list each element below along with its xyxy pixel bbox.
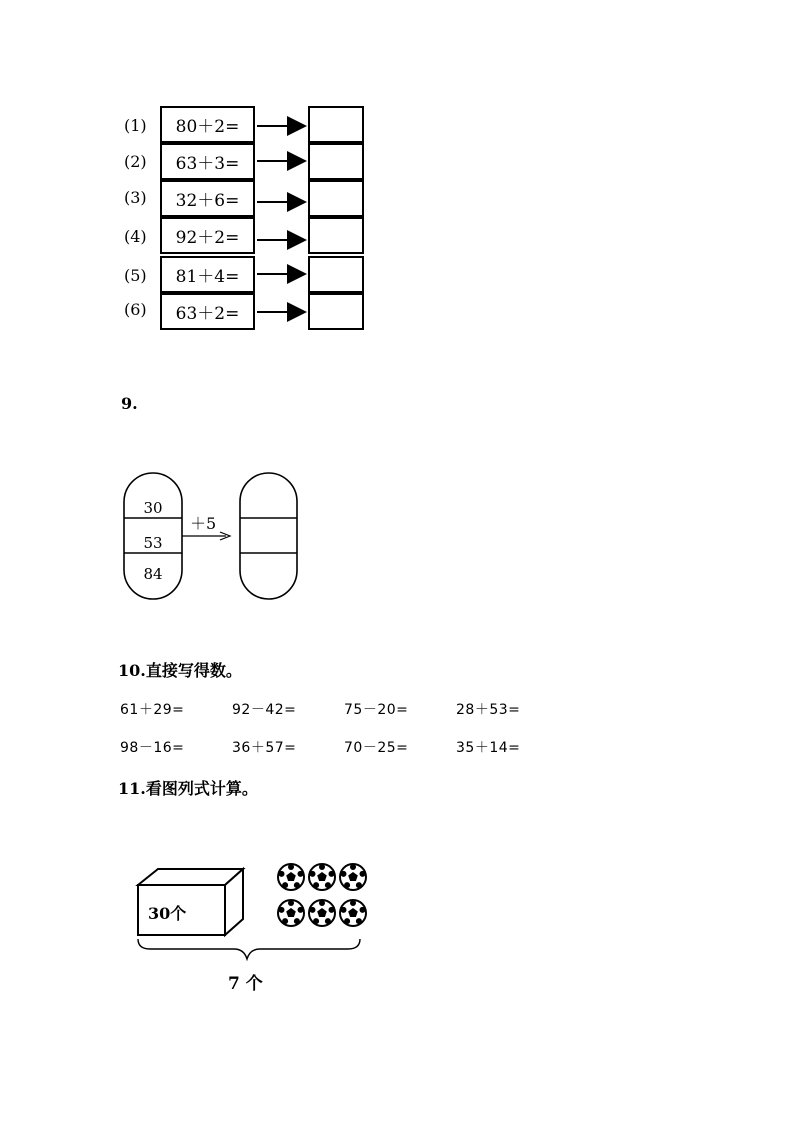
expression-text: 63＋2= bbox=[175, 304, 240, 324]
answer-box[interactable] bbox=[308, 217, 364, 254]
answer-box[interactable] bbox=[308, 106, 364, 143]
row-number: (6) bbox=[124, 300, 147, 319]
q11-picture bbox=[130, 855, 380, 1000]
capsule-right bbox=[240, 473, 297, 599]
row-number: (5) bbox=[124, 266, 147, 285]
calc-problem: 61＋29= bbox=[120, 702, 185, 718]
capsule-value: 53 bbox=[143, 534, 163, 552]
capsule-value: 30 bbox=[143, 499, 163, 517]
expression-box bbox=[160, 256, 255, 293]
calc-problem: 70－25= bbox=[344, 740, 409, 756]
question-title: 11.看图列式计算。 bbox=[118, 779, 258, 798]
football-icon bbox=[309, 900, 335, 926]
football-icon bbox=[340, 900, 366, 926]
operation-label: ＋5 bbox=[190, 514, 217, 533]
arrows bbox=[255, 100, 315, 340]
answer-box[interactable] bbox=[308, 256, 364, 293]
calc-problem: 36＋57= bbox=[232, 740, 297, 756]
total-label: 7 个 bbox=[228, 974, 263, 994]
football-icon bbox=[278, 864, 304, 890]
expression-box bbox=[160, 217, 255, 254]
expression-text: 81＋4= bbox=[175, 267, 240, 287]
question-number: 9. bbox=[121, 394, 138, 413]
capsule-value: 84 bbox=[143, 565, 163, 583]
calc-problem: 92－42= bbox=[232, 702, 297, 718]
box-label: 30个 bbox=[148, 904, 187, 923]
calc-problem: 98－16= bbox=[120, 740, 185, 756]
calc-problem: 35＋14= bbox=[456, 740, 521, 756]
box-icon bbox=[138, 869, 243, 935]
football-icon bbox=[340, 864, 366, 890]
expression-text: 32＋6= bbox=[175, 191, 240, 211]
expression-text: 63＋3= bbox=[175, 154, 240, 174]
calc-problem: 75－20= bbox=[344, 702, 409, 718]
expression-box bbox=[160, 180, 255, 217]
brace-icon bbox=[138, 939, 360, 959]
football-icon bbox=[309, 864, 335, 890]
row-number: (1) bbox=[124, 116, 147, 135]
answer-box[interactable] bbox=[308, 293, 364, 330]
calc-problem: 28＋53= bbox=[456, 702, 521, 718]
expression-text: 80＋2= bbox=[175, 117, 240, 137]
expression-text: 92＋2= bbox=[175, 228, 240, 248]
expression-box bbox=[160, 293, 255, 330]
row-number: (4) bbox=[124, 227, 147, 246]
q9-diagram bbox=[120, 468, 310, 604]
row-number: (3) bbox=[124, 188, 147, 207]
row-number: (2) bbox=[124, 152, 147, 171]
football-icon bbox=[278, 900, 304, 926]
answer-box[interactable] bbox=[308, 180, 364, 217]
expression-box bbox=[160, 143, 255, 180]
expression-box bbox=[160, 106, 255, 143]
answer-box[interactable] bbox=[308, 143, 364, 180]
question-title: 10.直接写得数。 bbox=[118, 661, 242, 680]
